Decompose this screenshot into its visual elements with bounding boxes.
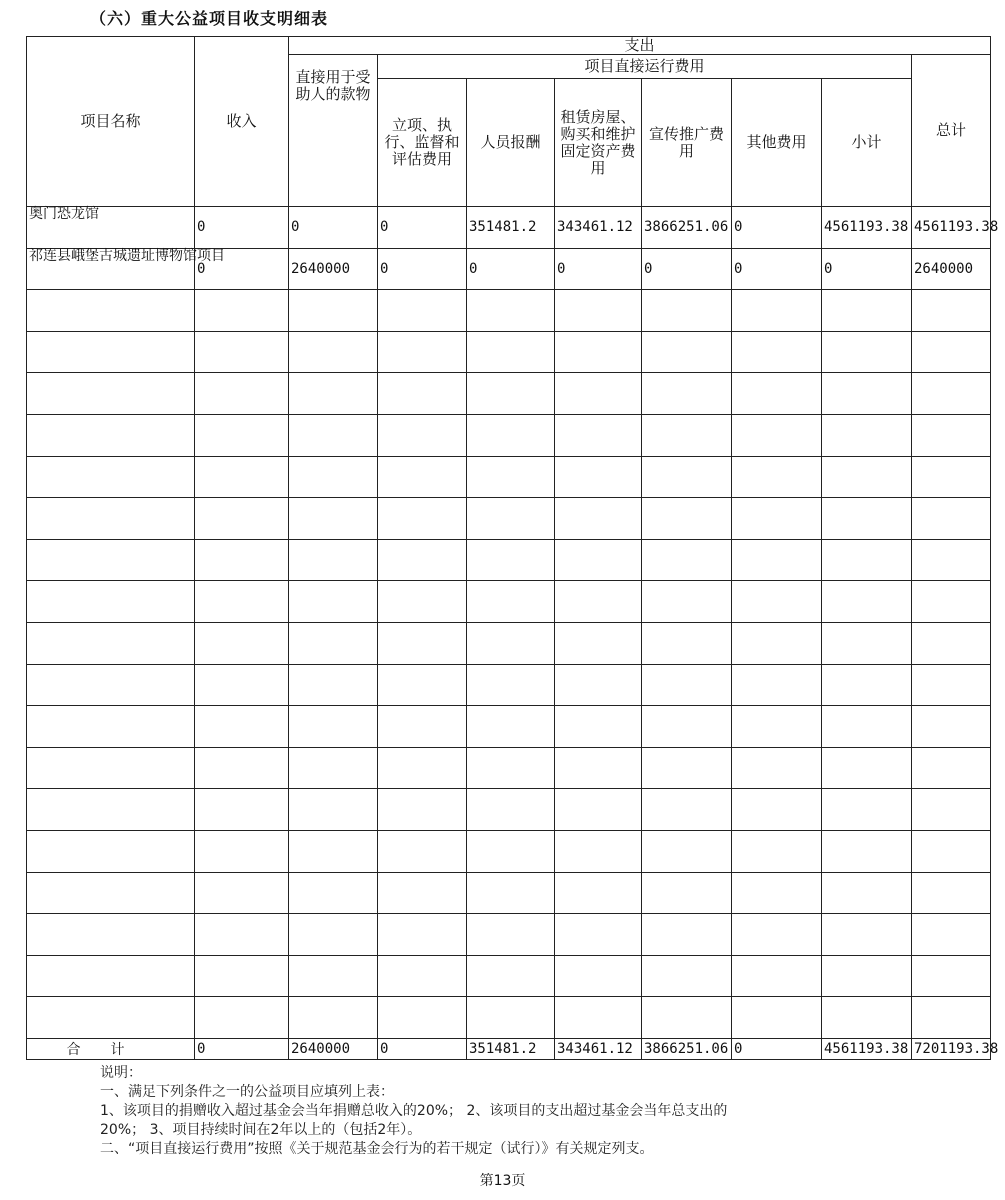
blank-cell (732, 331, 822, 373)
blank-cell (195, 789, 289, 831)
blank-cell (822, 830, 912, 872)
notes (100, 1064, 920, 1159)
blank-cell (555, 290, 642, 332)
blank-cell (912, 373, 991, 415)
blank-cell (378, 747, 467, 789)
blank-row (27, 789, 991, 831)
blank-cell (822, 955, 912, 997)
table-row (27, 207, 991, 249)
blank-cell (732, 414, 822, 456)
blank-cell (195, 747, 289, 789)
blank-cell (195, 498, 289, 540)
blank-row (27, 456, 991, 498)
blank-row (27, 706, 991, 748)
blank-cell (912, 331, 991, 373)
blank-cell (822, 997, 912, 1039)
total-row (27, 1038, 991, 1059)
project-income-expense-table (26, 36, 999, 1060)
blank-cell (195, 955, 289, 997)
blank-cell (378, 872, 467, 914)
blank-cell (555, 622, 642, 664)
blank-row (27, 622, 991, 664)
total-promotion: 3866251.06 (642, 1038, 732, 1059)
blank-cell (912, 664, 991, 706)
blank-cell (467, 331, 555, 373)
row-direct-aid: 2640000 (289, 248, 378, 290)
blank-cell (27, 331, 195, 373)
row-promotion: 0 (642, 248, 732, 290)
total-rent: 343461.12 (555, 1038, 642, 1059)
total-direct-aid: 2640000 (289, 1038, 378, 1059)
note-line: 1、该项目的捐赠收入超过基金会当年捐赠总收入的20%； 2、该项目的支出超过基金会当年总支出的 (100, 1103, 728, 1119)
total-project-mgmt: 0 (378, 1038, 467, 1059)
blank-cell (27, 955, 195, 997)
blank-cell (195, 830, 289, 872)
blank-cell (732, 914, 822, 956)
blank-cell (467, 872, 555, 914)
total-label: 合计 (27, 1038, 195, 1059)
blank-cell (27, 664, 195, 706)
blank-cell (555, 498, 642, 540)
blank-cell (27, 747, 195, 789)
note-line: 20%； 3、项目持续时间在2年以上的（包括2年）。 (100, 1122, 422, 1138)
blank-cell (732, 830, 822, 872)
row-total: 2640000 (912, 248, 991, 290)
header-personnel: 人员报酬 (467, 79, 555, 207)
blank-cell (822, 872, 912, 914)
blank-cell (467, 789, 555, 831)
row-direct-aid: 0 (289, 207, 378, 249)
total-total: 7201193.38 (912, 1038, 991, 1059)
blank-cell (467, 955, 555, 997)
blank-cell (378, 914, 467, 956)
blank-cell (555, 664, 642, 706)
blank-cell (822, 498, 912, 540)
blank-cell (822, 747, 912, 789)
page-number: 第13页 (479, 1173, 526, 1189)
row-personnel: 0 (467, 248, 555, 290)
blank-cell (555, 789, 642, 831)
blank-cell (467, 581, 555, 623)
row-rent: 343461.12 (555, 207, 642, 249)
blank-cell (289, 331, 378, 373)
blank-cell (27, 290, 195, 332)
blank-cell (467, 414, 555, 456)
blank-cell (732, 706, 822, 748)
header-project-mgmt: 立项、执行、监督和评估费用 (378, 79, 467, 207)
total-personnel: 351481.2 (467, 1038, 555, 1059)
row-project-mgmt: 0 (378, 207, 467, 249)
blank-cell (642, 997, 732, 1039)
blank-row (27, 747, 991, 789)
blank-cell (555, 830, 642, 872)
blank-cell (555, 706, 642, 748)
blank-cell (289, 456, 378, 498)
blank-cell (289, 955, 378, 997)
blank-cell (822, 456, 912, 498)
blank-row (27, 539, 991, 581)
blank-cell (642, 290, 732, 332)
blank-cell (27, 622, 195, 664)
blank-cell (642, 373, 732, 415)
row-subtotal: 0 (822, 248, 912, 290)
blank-cell (378, 997, 467, 1039)
blank-cell (289, 581, 378, 623)
blank-cell (27, 456, 195, 498)
blank-cell (822, 539, 912, 581)
blank-cell (195, 373, 289, 415)
header-promotion: 宣传推广费用 (642, 79, 732, 207)
blank-cell (732, 622, 822, 664)
blank-cell (195, 414, 289, 456)
row-total: 4561193.38 (912, 207, 991, 249)
blank-cell (822, 414, 912, 456)
note-line: 一、满足下列条件之一的公益项目应填列上表： (100, 1084, 394, 1100)
note-line: 二、“项目直接运行费用”按照《关于规范基金会行为的若干规定（试行）》有关规定列支。 (100, 1141, 654, 1157)
blank-cell (555, 747, 642, 789)
blank-cell (467, 747, 555, 789)
blank-row (27, 414, 991, 456)
blank-cell (822, 622, 912, 664)
blank-cell (195, 997, 289, 1039)
header-other: 其他费用 (732, 79, 822, 207)
blank-cell (467, 498, 555, 540)
blank-cell (289, 706, 378, 748)
blank-row (27, 830, 991, 872)
blank-cell (912, 622, 991, 664)
blank-cell (555, 997, 642, 1039)
row-project-mgmt: 0 (378, 248, 467, 290)
blank-row (27, 664, 991, 706)
blank-cell (27, 914, 195, 956)
blank-cell (912, 581, 991, 623)
blank-cell (732, 498, 822, 540)
row-promotion: 3866251.06 (642, 207, 732, 249)
blank-cell (912, 290, 991, 332)
blank-cell (195, 622, 289, 664)
blank-cell (912, 872, 991, 914)
blank-cell (912, 414, 991, 456)
blank-cell (732, 373, 822, 415)
blank-cell (822, 914, 912, 956)
blank-cell (378, 706, 467, 748)
blank-cell (467, 539, 555, 581)
blank-cell (378, 622, 467, 664)
blank-cell (732, 539, 822, 581)
blank-cell (195, 706, 289, 748)
blank-cell (378, 581, 467, 623)
blank-cell (467, 664, 555, 706)
blank-cell (289, 664, 378, 706)
header-expenditure: 支出 (289, 37, 991, 55)
blank-cell (912, 456, 991, 498)
blank-cell (822, 789, 912, 831)
header-total: 总计 (912, 55, 991, 207)
row-personnel: 351481.2 (467, 207, 555, 249)
blank-cell (289, 622, 378, 664)
blank-cell (27, 539, 195, 581)
blank-cell (822, 331, 912, 373)
blank-cell (289, 747, 378, 789)
blank-cell (642, 331, 732, 373)
blank-cell (467, 456, 555, 498)
blank-cell (642, 456, 732, 498)
row-rent: 0 (555, 248, 642, 290)
blank-cell (555, 872, 642, 914)
blank-row (27, 290, 991, 332)
blank-cell (467, 622, 555, 664)
blank-cell (289, 290, 378, 332)
blank-cell (378, 456, 467, 498)
blank-cell (642, 414, 732, 456)
blank-cell (732, 581, 822, 623)
total-subtotal: 4561193.38 (822, 1038, 912, 1059)
blank-cell (732, 789, 822, 831)
blank-cell (289, 414, 378, 456)
blank-cell (642, 498, 732, 540)
blank-cell (912, 747, 991, 789)
blank-cell (378, 664, 467, 706)
blank-cell (912, 789, 991, 831)
blank-cell (912, 830, 991, 872)
blank-cell (195, 872, 289, 914)
blank-cell (732, 747, 822, 789)
blank-cell (642, 706, 732, 748)
blank-cell (642, 664, 732, 706)
blank-cell (27, 830, 195, 872)
blank-cell (195, 539, 289, 581)
blank-cell (912, 539, 991, 581)
blank-cell (912, 914, 991, 956)
blank-cell (732, 872, 822, 914)
blank-cell (27, 414, 195, 456)
blank-cell (642, 622, 732, 664)
blank-cell (289, 914, 378, 956)
blank-cell (732, 456, 822, 498)
blank-cell (467, 290, 555, 332)
blank-cell (555, 414, 642, 456)
blank-row (27, 331, 991, 373)
total-other: 0 (732, 1038, 822, 1059)
blank-cell (195, 290, 289, 332)
row-income: 0 (195, 248, 289, 290)
blank-cell (642, 914, 732, 956)
blank-cell (27, 498, 195, 540)
row-name: 奥门恐龙馆 (27, 207, 195, 249)
blank-cell (289, 498, 378, 540)
blank-cell (378, 331, 467, 373)
blank-cell (195, 331, 289, 373)
blank-cell (378, 290, 467, 332)
blank-cell (822, 373, 912, 415)
blank-cell (642, 789, 732, 831)
blank-cell (642, 581, 732, 623)
blank-cell (732, 997, 822, 1039)
header-rent: 租赁房屋、购买和维护固定资产费用 (555, 79, 642, 207)
blank-cell (378, 789, 467, 831)
blank-cell (289, 789, 378, 831)
blank-cell (27, 581, 195, 623)
blank-cell (642, 830, 732, 872)
blank-cell (642, 955, 732, 997)
blank-cell (467, 706, 555, 748)
header-direct-running: 项目直接运行费用 (378, 55, 912, 79)
blank-cell (822, 664, 912, 706)
blank-cell (27, 373, 195, 415)
blank-row (27, 581, 991, 623)
blank-cell (555, 955, 642, 997)
blank-cell (822, 581, 912, 623)
blank-row (27, 498, 991, 540)
blank-cell (555, 456, 642, 498)
blank-cell (289, 872, 378, 914)
blank-cell (195, 914, 289, 956)
blank-cell (289, 830, 378, 872)
blank-cell (555, 914, 642, 956)
blank-rows (27, 290, 991, 1039)
blank-cell (642, 539, 732, 581)
header-income: 收入 (195, 37, 289, 207)
blank-cell (289, 997, 378, 1039)
blank-cell (555, 373, 642, 415)
row-other: 0 (732, 207, 822, 249)
blank-cell (822, 706, 912, 748)
blank-cell (912, 955, 991, 997)
row-income: 0 (195, 207, 289, 249)
blank-cell (555, 539, 642, 581)
header-subtotal: 小计 (822, 79, 912, 207)
blank-cell (289, 373, 378, 415)
blank-row (27, 955, 991, 997)
blank-row (27, 997, 991, 1039)
blank-cell (195, 581, 289, 623)
blank-cell (378, 373, 467, 415)
row-other: 0 (732, 248, 822, 290)
blank-cell (555, 331, 642, 373)
blank-cell (27, 872, 195, 914)
table-row (27, 248, 991, 290)
blank-row (27, 914, 991, 956)
blank-cell (555, 581, 642, 623)
blank-cell (912, 997, 991, 1039)
total-income: 0 (195, 1038, 289, 1059)
blank-cell (195, 456, 289, 498)
row-subtotal: 4561193.38 (822, 207, 912, 249)
blank-row (27, 872, 991, 914)
blank-cell (27, 706, 195, 748)
note-line: 说明： (100, 1065, 142, 1081)
blank-cell (195, 664, 289, 706)
blank-row (27, 373, 991, 415)
blank-cell (378, 539, 467, 581)
blank-cell (822, 290, 912, 332)
blank-cell (912, 498, 991, 540)
blank-cell (467, 373, 555, 415)
header-project-name: 项目名称 (27, 37, 195, 207)
blank-cell (467, 830, 555, 872)
blank-cell (378, 830, 467, 872)
blank-cell (732, 664, 822, 706)
row-name: 祁连县峨堡古城遗址博物馆项目 (27, 248, 195, 290)
blank-cell (467, 997, 555, 1039)
table-title: （六）重大公益项目收支明细表 (90, 9, 329, 28)
blank-cell (289, 539, 378, 581)
blank-cell (732, 290, 822, 332)
blank-cell (378, 414, 467, 456)
blank-cell (27, 789, 195, 831)
blank-cell (378, 955, 467, 997)
blank-cell (27, 997, 195, 1039)
blank-cell (912, 706, 991, 748)
header-direct-aid: 直接用于受助人的款物 (289, 55, 378, 207)
blank-cell (642, 872, 732, 914)
blank-cell (732, 955, 822, 997)
blank-cell (378, 498, 467, 540)
blank-cell (642, 747, 732, 789)
blank-cell (467, 914, 555, 956)
